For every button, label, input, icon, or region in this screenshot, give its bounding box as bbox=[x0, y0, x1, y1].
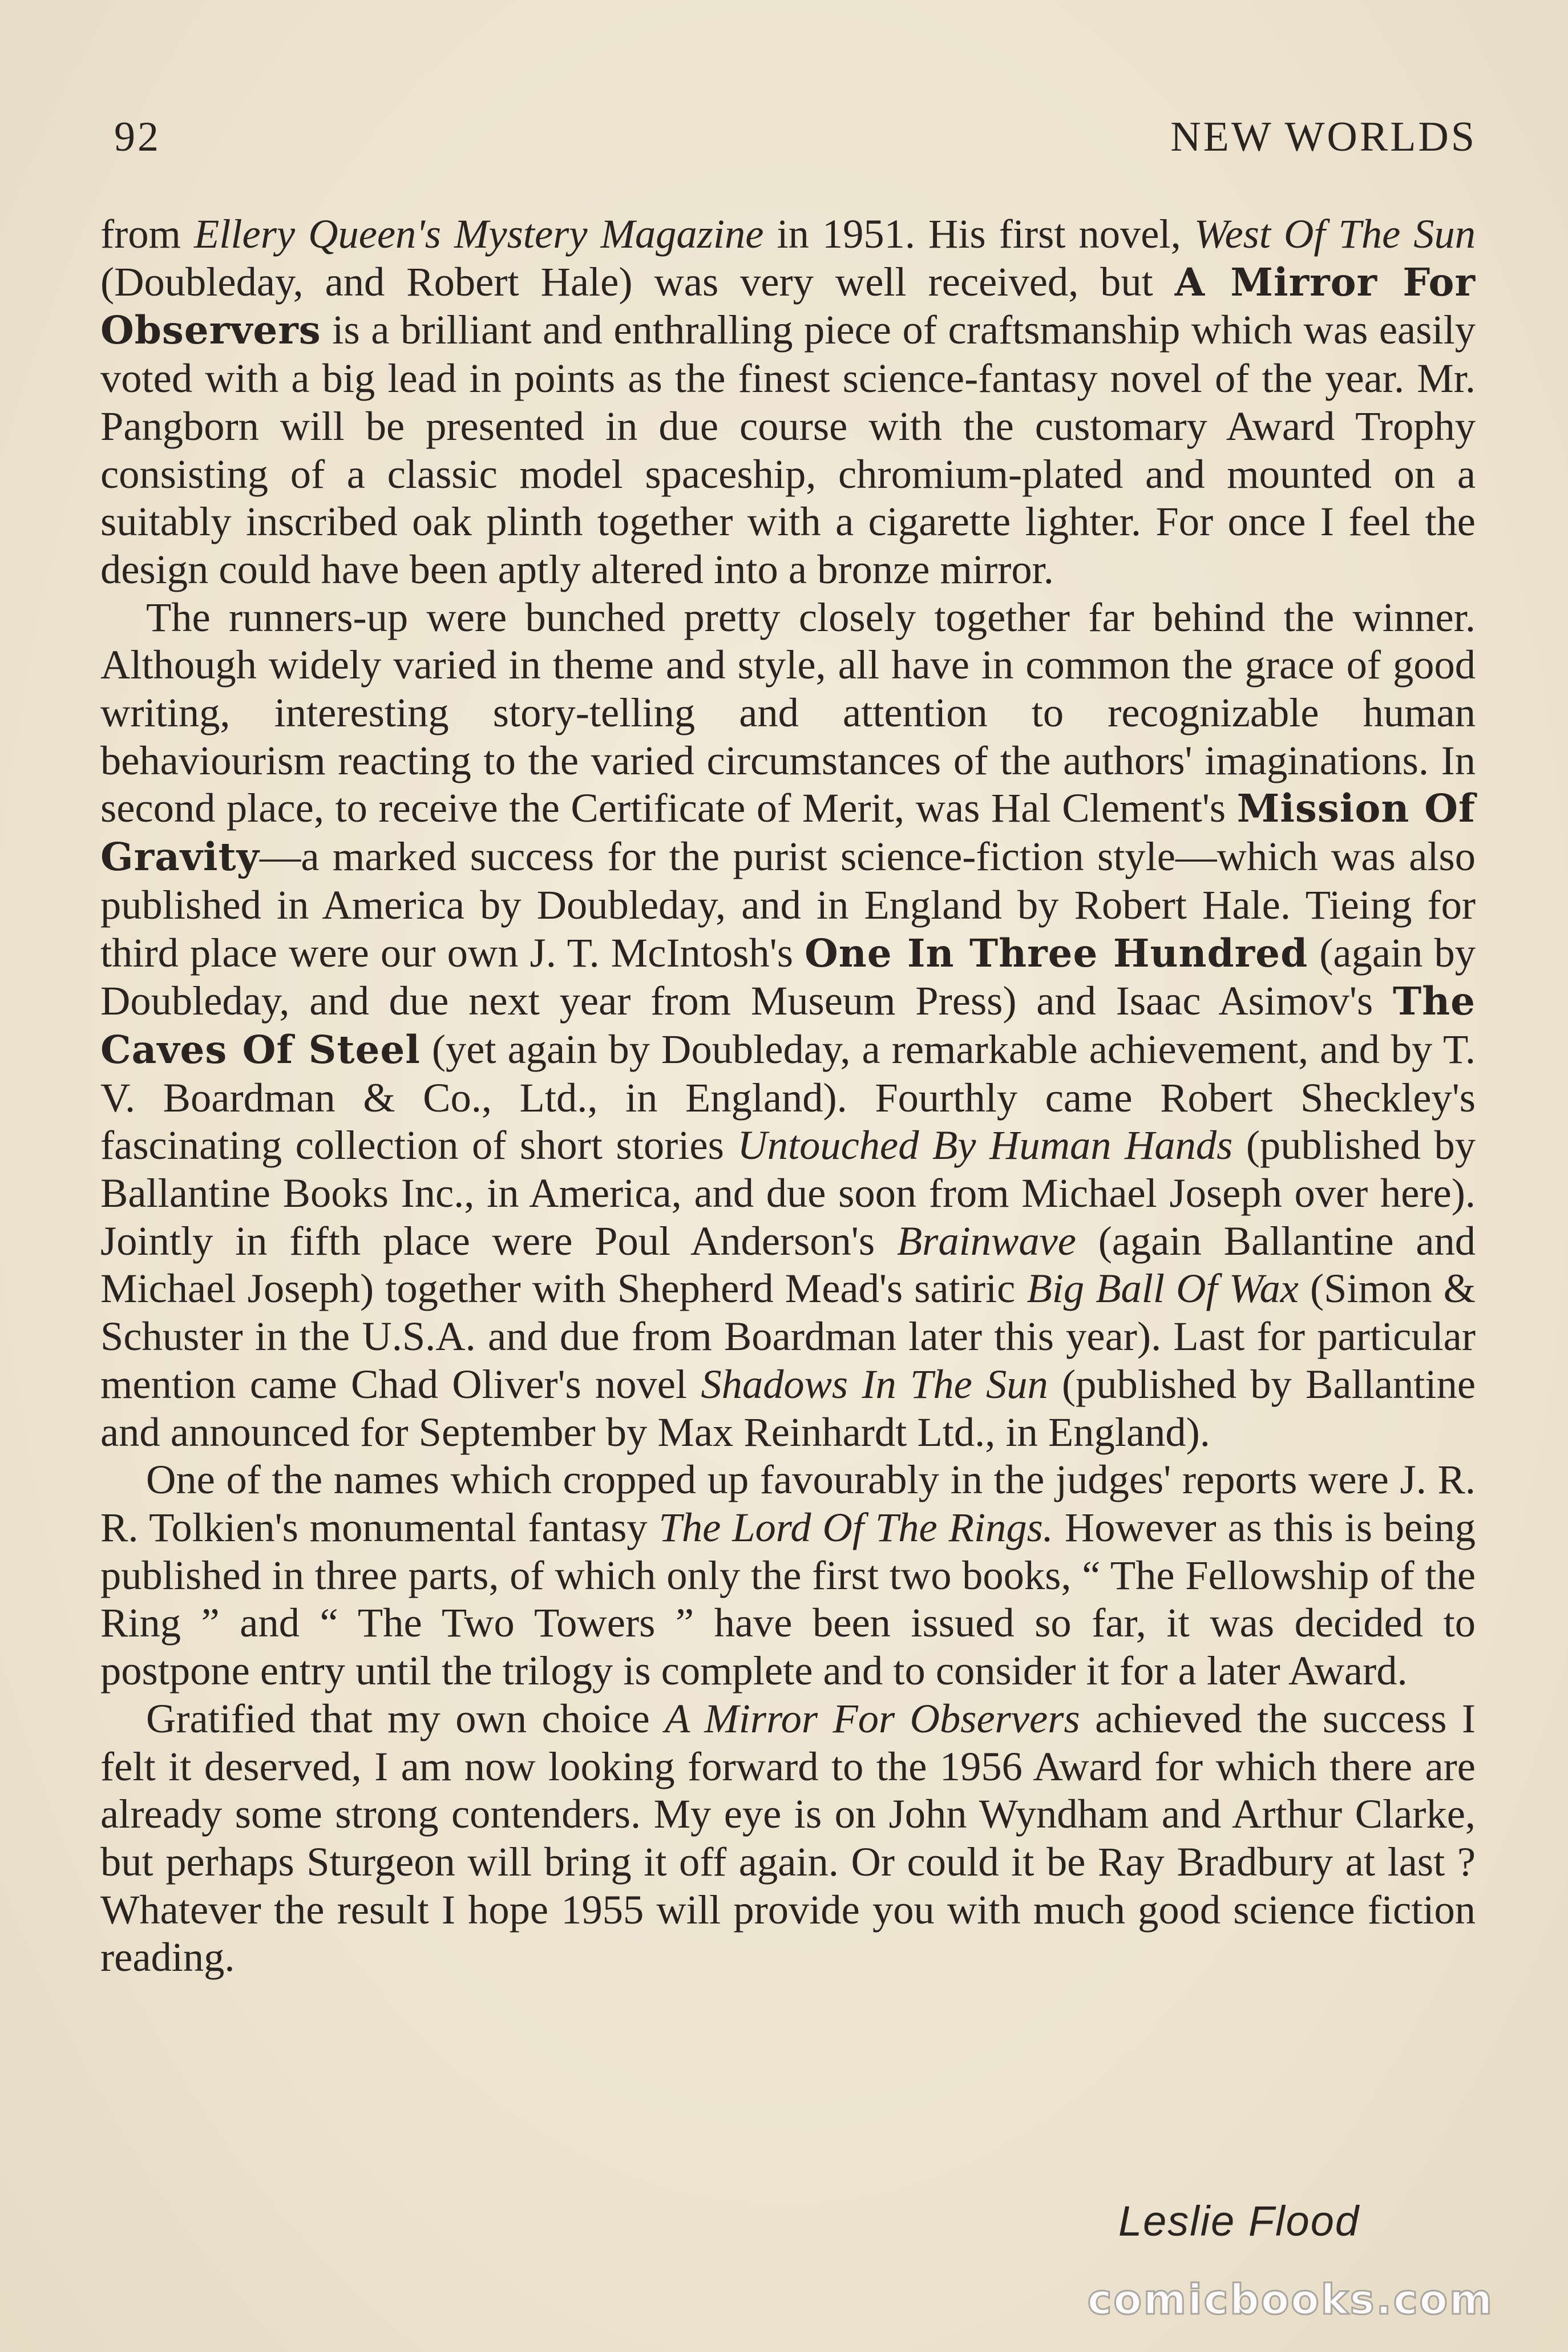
watermark: comicbooks.com bbox=[1087, 2276, 1494, 2323]
text-run: Gratified that my own choice bbox=[146, 1695, 665, 1741]
text-run: is a brilliant and enthralling piece of craftsmanship which was easily voted with a big lead in points as the finest science-fantasy novel of the year. Mr. Pangborn will be presented in due course with the customary Award Trophy consisting of a classic model spaceship, chromium-plated and mounted on a suitably inscribed oak plinth together with a cigarette lighter. For once I feel the design could have been aptly altered into a bronze mirror. bbox=[100, 306, 1476, 592]
text-run: The runners-up were bunched pretty closely together far behind the winner. Although widely varied in theme and style, all have in common the grace of good writing, interesting story-telling and attention to recognizable human behaviourism reacting to the varied circumstances of the authors' imaginations. In second place, to receive the Certificate of Merit, was Hal Clement's bbox=[100, 593, 1476, 831]
italic-title: Big Ball Of Wax bbox=[1027, 1265, 1299, 1312]
article-body bbox=[100, 210, 1476, 1981]
author-signature: Leslie Flood bbox=[1118, 2197, 1360, 2245]
italic-title: Shadows In The Sun bbox=[701, 1360, 1048, 1407]
italic-title: Untouched By Human Hands bbox=[737, 1122, 1233, 1169]
text-run: (Doubleday, and Robert Hale) was very well received, but bbox=[100, 258, 1175, 305]
text-run: (published by Ballantine Books Inc., in America, and due soon from Michael Joseph over here). Jointly in fifth place were Poul Anderson's bbox=[100, 1122, 1476, 1264]
text-run: (again by Doubleday, and due next year from Museum Press) and Isaac Asimov's bbox=[100, 929, 1476, 1024]
bold-title: The Caves Of Steel bbox=[100, 979, 1476, 1072]
text-run: (Simon & Schuster in the U.S.A. and due from Boardman later this year). Last for particular mention came Chad Oliver's novel bbox=[100, 1265, 1476, 1407]
body-paragraph bbox=[100, 593, 1476, 1456]
page-header bbox=[114, 114, 1477, 160]
body-paragraph bbox=[100, 1456, 1476, 1695]
text-run: However as this is being published in three parts, of which only the first two books, “ The Fellowship of the Ring ” and “ The Two Towers ” have been issued so far, it was decided to postpone entry until the trilogy is complete and to consider it for a later Award. bbox=[100, 1504, 1476, 1694]
text-run: (again Ballantine and Michael Joseph) together with Shepherd Mead's satiric bbox=[100, 1217, 1476, 1312]
text-run: (published by Ballantine and announced for September by Max Reinhardt Ltd., in England). bbox=[100, 1360, 1476, 1455]
bold-title: One In Three Hundred bbox=[805, 930, 1308, 976]
italic-title: A Mirror For Observers bbox=[665, 1695, 1080, 1741]
text-run: achieved the success I felt it deserved, I am now looking forward to the 1956 Award for which there are already some strong contenders. My eye is on John Wyndham and Arthur Clarke, but perhaps Sturgeon will bring it off again. Or could it be Ray Bradbury at last ? Whatever the result I hope 1955 will provide you with much good science fiction reading. bbox=[100, 1695, 1476, 1981]
italic-title: The Lord Of The Rings. bbox=[658, 1504, 1053, 1550]
page-number: 92 bbox=[114, 113, 161, 160]
italic-title: Ellery Queen's Mystery Magazine bbox=[193, 211, 764, 257]
text-run: (yet again by Doubleday, a remarkable achievement, and by T. V. Boardman & Co., Ltd., in England). Fourthly came Robert Sheckley's fascinating collection of short stories bbox=[100, 1025, 1476, 1169]
italic-title: West Of The Sun bbox=[1194, 211, 1476, 257]
text-run: One of the names which cropped up favourably in the judges' reports were J. R. R. Tolkien's monumental fantasy bbox=[100, 1456, 1476, 1550]
body-paragraph bbox=[100, 210, 1476, 593]
italic-title: Brainwave bbox=[896, 1217, 1076, 1264]
running-title: NEW WORLDS bbox=[1170, 113, 1477, 160]
text-run: —a marked success for the purist science-fiction style—which was also published in America by Doubleday, and in England by Robert Hale. Tieing for third place were our own J. T. McIntosh's bbox=[100, 833, 1476, 976]
text-run: from bbox=[100, 211, 194, 257]
text-run: in 1951. His first novel, bbox=[763, 211, 1194, 257]
body-paragraph bbox=[100, 1695, 1476, 1981]
bold-title: A Mirror For Observers bbox=[100, 259, 1476, 353]
bold-title: Mission Of Gravity bbox=[100, 786, 1476, 880]
